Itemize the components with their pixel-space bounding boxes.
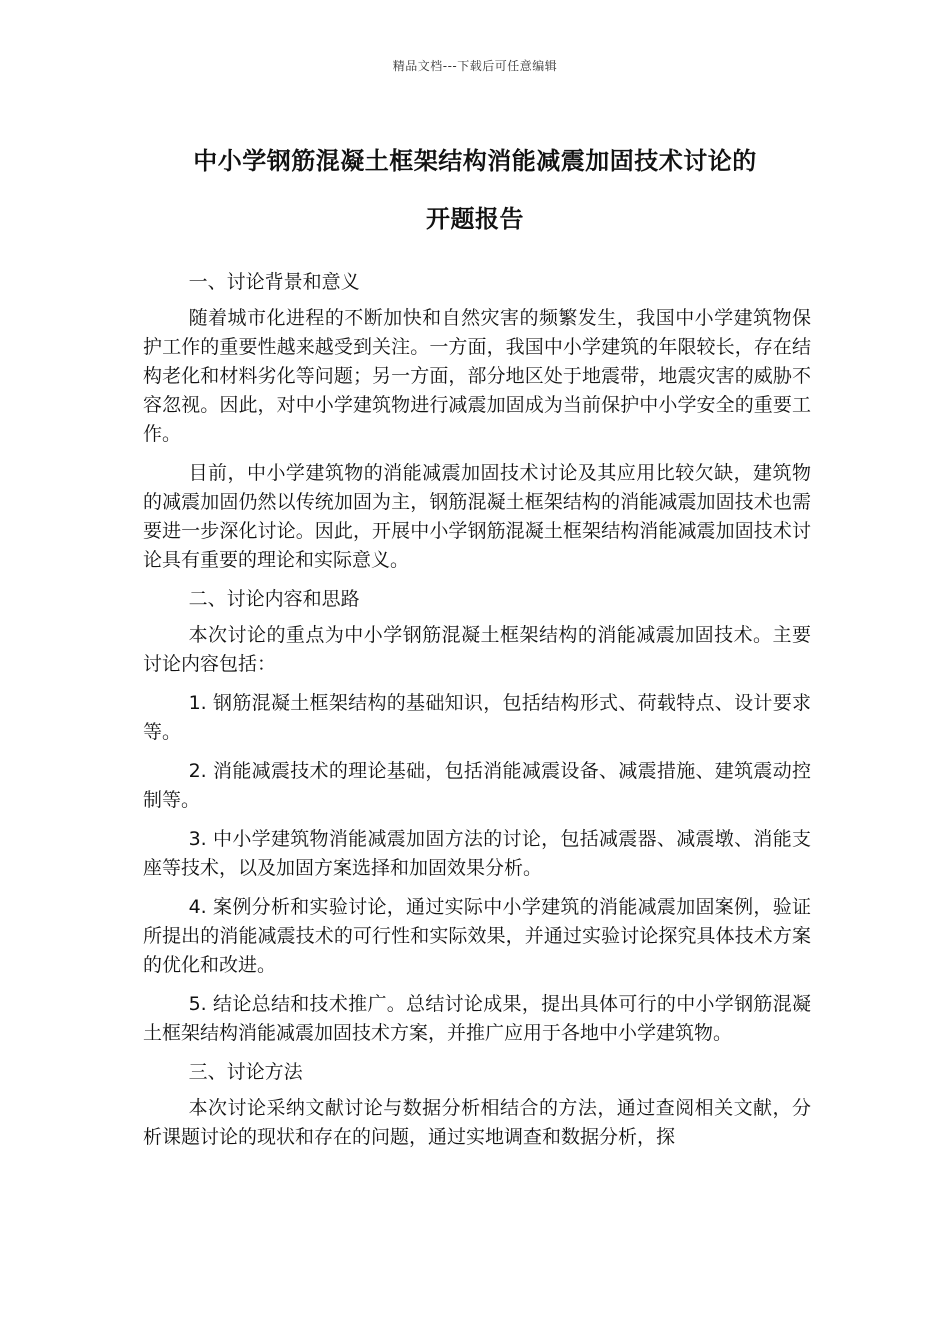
list-item-content-1: 1. 钢筋混凝土框架结构的基础知识，包括结构形式、荷载特点、设计要求等。 <box>143 692 811 743</box>
paragraph-background-1: 随着城市化进程的不断加快和自然灾害的频繁发生，我国中小学建筑物保护工作的重要性越来越受到关注。一方面，我国中小学建筑的年限较长，存在结构老化和材料劣化等问题；另一方面，部分地区处于地震带，地震灾害的威胁不容忽视。因此，对中小学建筑物进行减震加固成为当前保护中小学安全的重要工作。 <box>143 307 811 445</box>
section-heading-content: 二、讨论内容和思路 <box>188 588 360 610</box>
document-title <box>100 132 850 248</box>
title-line-1: 中小学钢筋混凝土框架结构消能减震加固技术讨论的 <box>193 147 757 175</box>
list-item-content-4: 4. 案例分析和实验讨论，通过实际中小学建筑的消能减震加固案例，验证所提出的消能减震技术的可行性和实际效果，并通过实验讨论探究具体技术方案的优化和改进。 <box>143 896 811 976</box>
paragraph-methods-1: 本次讨论采纳文献讨论与数据分析相结合的方法，通过查阅相关文献，分析课题讨论的现状和存在的问题，通过实地调查和数据分析，探 <box>143 1097 811 1148</box>
document-body <box>143 268 811 1162</box>
paragraph-content-intro: 本次讨论的重点为中小学钢筋混凝土框架结构的消能减震加固技术。主要讨论内容包括： <box>143 624 811 675</box>
title-line-2: 开题报告 <box>426 205 524 233</box>
list-item-content-2: 2. 消能减震技术的理论基础，包括消能减震设备、减震措施、建筑震动控制等。 <box>143 760 811 811</box>
header-note: 精品文档---下载后可任意编辑 <box>392 59 558 73</box>
section-heading-methods: 三、讨论方法 <box>188 1061 303 1083</box>
paragraph-background-2: 目前，中小学建筑物的消能减震加固技术讨论及其应用比较欠缺，建筑物的减震加固仍然以传统加固为主，钢筋混凝土框架结构的消能减震加固技术也需要进一步深化讨论。因此，开展中小学钢筋混凝土框架结构消能减震加固技术讨论具有重要的理论和实际意义。 <box>143 462 811 571</box>
list-item-content-5: 5. 结论总结和技术推广。总结讨论成果，提出具体可行的中小学钢筋混凝土框架结构消能减震加固技术方案，并推广应用于各地中小学建筑物。 <box>143 993 811 1044</box>
section-heading-background: 一、讨论背景和意义 <box>188 271 360 293</box>
list-item-content-3: 3. 中小学建筑物消能减震加固方法的讨论，包括减震器、减震墩、消能支座等技术，以及加固方案选择和加固效果分析。 <box>143 828 811 879</box>
